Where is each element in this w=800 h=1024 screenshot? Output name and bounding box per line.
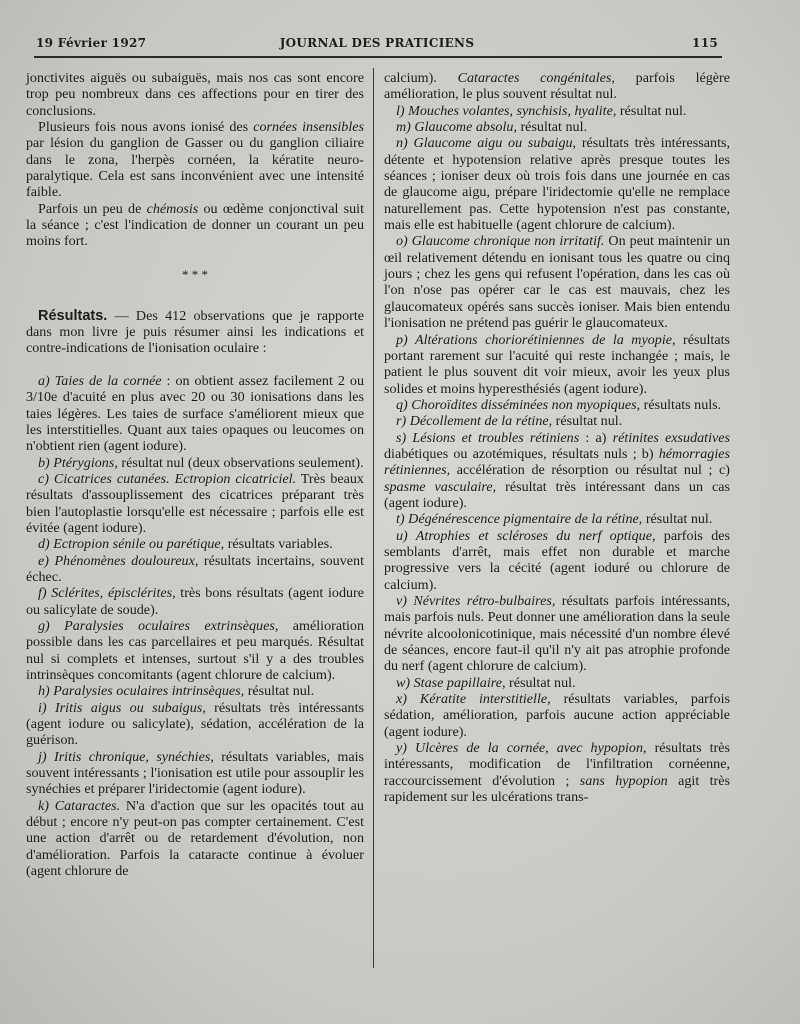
paragraph: Parfois un peu de chémosis ou œdème conjonctival suit la séance ; c'est l'indication de donner un courant un peu moins fort.	[26, 200, 364, 250]
list-item: l) Mouches volantes, synchisis, hyalite, résultat nul.	[396, 102, 687, 119]
list-item: x) Kératite interstitielle, résultats variables, parfois sédation, amélioration, parfois aucune action appréciable (agent iodure).	[384, 691, 730, 740]
list-item: b) Ptérygions, résultat nul (deux observations seulement).	[38, 454, 364, 471]
list-item: m) Glaucome absolu, résultat nul.	[396, 119, 588, 136]
left-column	[26, 70, 364, 879]
results-paragraph: Résultats. — Des 412 observations que je rapporte dans mon livre je puis résumer ainsi les indications et contre-indications de l'ionisation oculaire :	[26, 307, 364, 357]
list-item: e) Phénomènes douloureux, résultats incertains, souvent échec.	[26, 552, 364, 585]
section-separator: * * *	[182, 266, 208, 282]
list-item: r) Décollement de la rétine, résultat nul.	[396, 413, 623, 430]
header-journal-title: JOURNAL DES PRATICIENS	[279, 36, 475, 50]
list-item: d) Ectropion sénile ou parétique, résultats variables.	[38, 536, 333, 553]
list-item: t) Dégénérescence pigmentaire de la rétine, résultat nul.	[396, 511, 713, 528]
list-item: w) Stase papillaire, résultat nul.	[396, 674, 576, 691]
list-item: q) Choroïdites disséminées non myopiques, résultats nuls.	[396, 396, 722, 413]
list-item: calcium). Cataractes congénitales, parfois légère amélioration, le plus souvent résultat nul.	[384, 70, 730, 103]
list-item: o) Glaucome chronique non irritatif. On peut maintenir un œil relativement détendu en ionisant tous les quatre ou cinq jours ; chez les gens qui refusent l'opération, dans les cas où l'on n'ose pas opérer car le cas est mauvais, chez les glaucomateux opérés sans succès ioniser. Mais bien entendu l'ionisation ne prétend pas guérir le glaucomateux.	[384, 233, 730, 332]
list-item: n) Glaucome aigu ou subaigu, résultats très intéressants, détente et hypotension relative après presque toutes les séances ; ioniser deux où trois fois dans une journée en cas de glaucome aigu, prépare l'iridectomie qu'elle ne remplace naturellement pas. Cette hypotension n'est pas constante, mais elle est habituelle (agent chlorure de calcium).	[384, 135, 730, 234]
results-heading: Résultats.	[38, 307, 108, 324]
list-item: f) Sclérites, épisclérites, très bons résultats (agent iodure ou salicylate de soude).	[26, 585, 364, 618]
list-item: g) Paralysies oculaires extrinsèques, amélioration possible dans les cas parcellaires et peu marqués. Résultat nul si complets et intenses, surtout s'il y a des troubles intrinsèques concomitants (agent chlorure de calcium).	[26, 617, 365, 683]
header-rule	[34, 56, 722, 58]
list-item: i) Iritis aigus ou subaigus, résultats très intéressants (agent iodure ou salicylate), sédation, accélération de la guérison.	[26, 699, 364, 749]
list-item: v) Névrites rétro-bulbaires, résultats parfois intéressants, mais parfois nuls. Peut donner une amélioration dans la seule névrite alcoolonicotinique, mais nécessité d'un nombre élevé de séances, encore faut-il qu'il n'y ait pas atrophie profonde du nerf (agent chlorure de calcium).	[384, 593, 731, 675]
list-item: s) Lésions et troubles rétiniens : a) rétinites exsudatives diabétiques ou azotémiques, résultats nuls ; b) hémorragies rétiniennes, accélération de résorption ou résultat nul ; c) spasme vasculaire, résultat très intéressant dans un cas (agent iodure).	[384, 429, 731, 511]
running-header	[36, 34, 718, 54]
list-item: p) Altérations choriorétiniennes de la myopie, résultats portant rarement sur l'acuité qui reste inchangée ; mais, le patient le plus souvent dit voir mieux, avoir les yeux plus solides et moins hyperesthésiés (agent iodure).	[384, 331, 730, 397]
list-item: j) Iritis chronique, synéchies, résultats variables, mais souvent intéressants ; l'ionisation est utile pour assouplir les synéchies et préparer l'iridectomie (agent iodure).	[26, 748, 364, 798]
paragraph: jonctivites aiguës ou subaiguës, mais nos cas sont encore trop peu nombreux dans ces affections pour en tirer des conclusions.	[26, 70, 364, 119]
list-item: h) Paralysies oculaires intrinsèques, résultat nul.	[38, 683, 315, 700]
header-date: 19 Février 1927	[36, 36, 147, 50]
list-item: a) Taies de la cornée : on obtient assez facilement 2 ou 3/10e d'acuité en plus avec 20 ou 30 ionisations dans les taies légères. Les taies de surface s'améliorent mieux que les interstitielles. Quant aux taies opaques ou leucomes on n'obtient rien (agent iodure).	[26, 372, 364, 455]
list-item: k) Cataractes. N'a d'action que sur les opacités tout au début ; encore n'y peut-on pas compter certainement. C'est une action d'arrêt ou de retardement d'évolution, non d'amélioration. Parfois la cataracte continue à évoluer (agent chlorure de	[26, 797, 364, 880]
right-column	[384, 70, 730, 805]
list-item: u) Atrophies et scléroses du nerf optique, parfois des semblants d'arrêt, mais effet non durable et marche progressive vers la cécité (agent ioduré ou chlorure de calcium).	[384, 527, 731, 593]
column-divider	[373, 68, 374, 968]
list-item: y) Ulcères de la cornée, avec hypopion, résultats très intéressants, modification de l'infiltration cornéenne, raccourcissement d'évolution ; sans hypopion agit très rapidement sur les ulcérations trans-	[384, 740, 730, 806]
paragraph: Plusieurs fois nous avons ionisé des cornées insensibles par lésion du ganglion de Gasser ou du ganglion ciliaire dans le zona, l'herpès cornéen, la kératite neuro-paralytique. Cela est sans inconvénient avec une intensité faible.	[26, 119, 364, 201]
header-page-number: 115	[692, 36, 718, 50]
list-item: c) Cicatrices cutanées. Ectropion cicatriciel. Très beaux résultats d'assouplissement des cicatrices préparant très bien l'autoplastie lorsqu'elle est nécessaire ; parfois elle est évitée (agent iodure).	[26, 470, 364, 536]
